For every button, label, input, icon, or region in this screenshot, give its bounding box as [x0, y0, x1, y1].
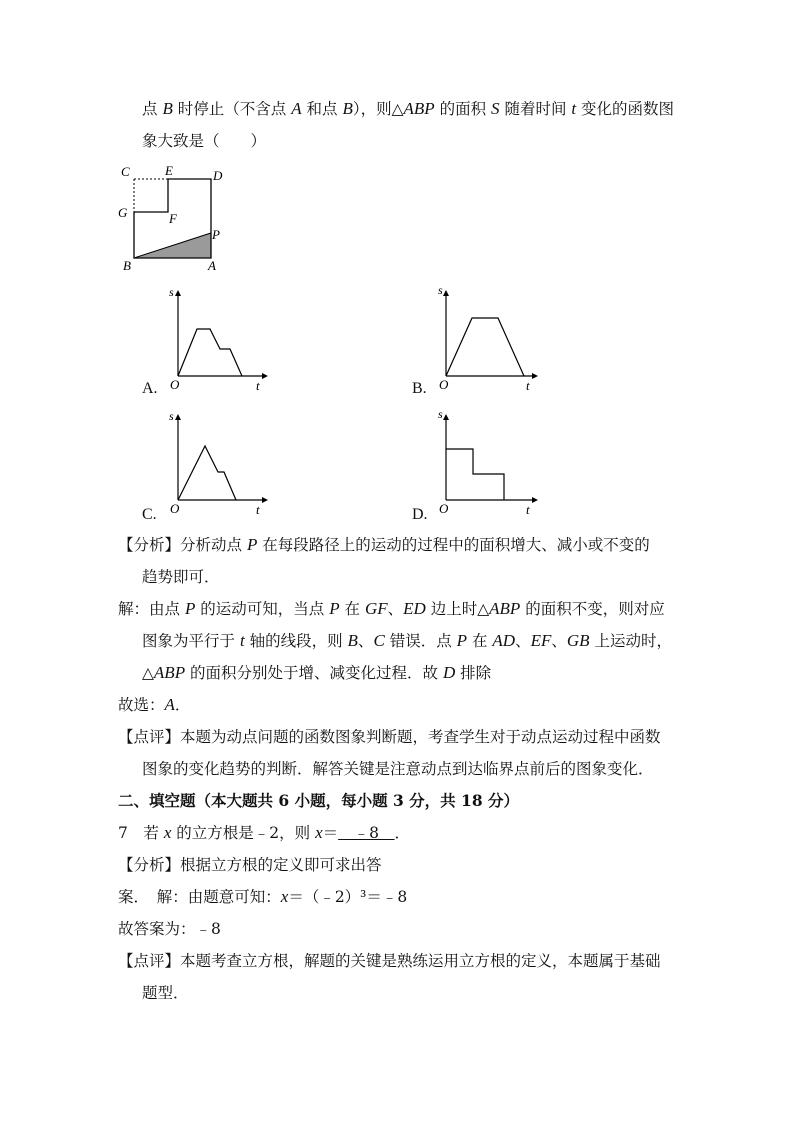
solution-1-line-2: 图象为平行于 t 轴的线段，则 B、C 错误．点 P 在 AD、EF、GB 上运动时，	[142, 631, 672, 650]
option-b-curve	[446, 318, 524, 376]
label-p: P	[212, 227, 220, 242]
analysis-2: 【分析】根据立方根的定义即可求出答	[118, 856, 382, 874]
option-c-o: O	[170, 501, 180, 516]
option-a-t: t	[256, 378, 260, 393]
answer-1: 故选：A．	[118, 695, 191, 714]
comment-1-line-1: 【点评】本题为动点问题的函数图象判断题，考查学生对于动点运动过程中函数	[118, 728, 661, 746]
label-c: C	[121, 164, 130, 179]
question-line-2: 象大致是（ ）	[142, 132, 267, 150]
option-d-s: s	[438, 408, 443, 421]
option-c-t: t	[256, 502, 260, 517]
option-c-s: s	[169, 409, 174, 423]
comment-tag: 【点评】	[118, 728, 181, 746]
analysis-1-line-1: 【分析】分析动点 P 在每段路径上的运动的过程中的面积增大、减小或不变的	[118, 535, 650, 554]
comment-2-line-1: 【点评】本题考查立方根，解题的关键是熟练运用立方根的定义，本题属于基础	[118, 952, 661, 970]
option-a-o: O	[170, 377, 180, 392]
option-c-graph	[162, 408, 272, 518]
shaded-triangle-abp	[134, 233, 211, 258]
label-f: F	[169, 211, 177, 226]
option-b-label[interactable]: B.	[412, 380, 427, 397]
answer-2: 故答案为：﹣8	[118, 920, 221, 938]
option-a-label[interactable]: A.	[142, 380, 158, 397]
option-c-curve	[178, 446, 236, 500]
option-d-o: O	[439, 501, 449, 516]
solution-1-line-1: 解：由点 P 的运动可知，当点 P 在 GF、ED 边上时△ABP 的面积不变，则对应	[118, 599, 665, 618]
option-d-t: t	[526, 502, 530, 517]
option-b-o: O	[439, 377, 449, 392]
option-a-s: s	[169, 285, 174, 299]
geometry-figure	[115, 162, 225, 272]
option-d-graph	[432, 408, 542, 518]
comment-2-line-2: 题型．	[142, 984, 189, 1002]
option-d-curve	[446, 449, 504, 500]
section-2-title: 二、填空题（本大题共 6 小题，每小题 3 分，共 18 分）	[118, 791, 520, 810]
option-b-t: t	[526, 378, 530, 393]
label-a: A	[208, 258, 216, 272]
option-d-label[interactable]: D.	[412, 506, 428, 523]
analysis-1-line-2: 趋势即可．	[142, 568, 220, 586]
label-d: D	[213, 168, 223, 183]
answer-blank: ﹣8	[338, 824, 395, 842]
option-b-graph	[432, 284, 542, 394]
option-b-s: s	[438, 284, 443, 297]
question-7: 7 若 x 的立方根是﹣2，则 x＝ ﹣8 ．	[118, 823, 411, 842]
label-e: E	[165, 163, 173, 178]
analysis-tag: 【分析】	[118, 536, 181, 554]
option-a-curve	[178, 329, 242, 376]
question-line-1: 点 B 时停止（不含点 A 和点 B），则△ABP 的面积 S 随着时间 t 变化的函数图	[142, 99, 675, 118]
option-a-graph	[162, 284, 272, 394]
label-b: B	[123, 258, 131, 272]
solution-1-line-3: △ABP 的面积分别处于增、减变化过程．故 D 排除	[142, 663, 492, 682]
label-g: G	[118, 205, 128, 220]
solution-2: 案． 解：由题意可知：x＝（﹣2）³＝﹣8	[118, 887, 408, 906]
comment-1-line-2: 图象的变化趋势的判断．解答关键是注意动点到达临界点前后的图象变化．	[142, 760, 654, 778]
option-c-label[interactable]: C.	[142, 506, 157, 523]
